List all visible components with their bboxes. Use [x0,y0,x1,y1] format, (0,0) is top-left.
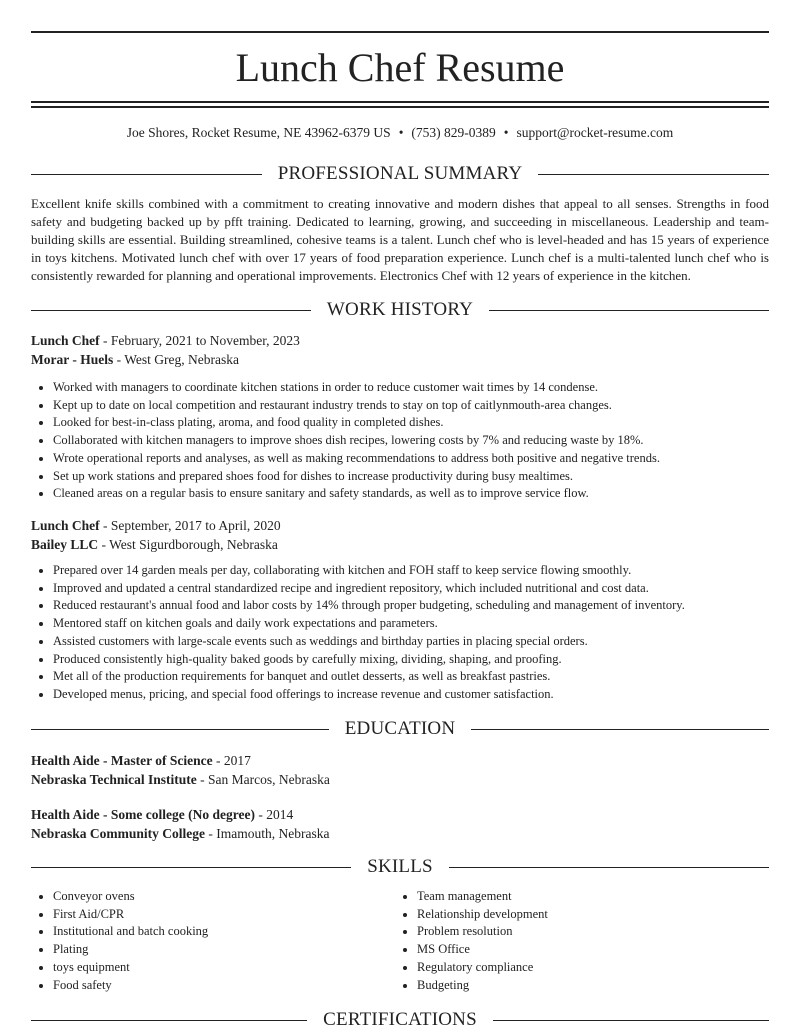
contact-line [31,124,769,142]
skill-item: • toys equipment [53,959,413,977]
job-dates: - September, 2017 to April, 2020 [99,518,281,533]
contact-email: support@rocket-resume.com [516,125,674,140]
heading-rule [489,310,769,311]
job-title-line [31,516,769,535]
skill-item: • Conveyor ovens [53,888,413,906]
skill-item: • Institutional and batch cooking [53,923,413,941]
heading-rule [449,867,769,868]
job-employer-line [31,535,769,554]
job-employer-line [31,350,769,369]
section-title: PROFESSIONAL SUMMARY [277,163,523,184]
contact-separator: • [398,125,404,140]
heading-rule [31,867,351,868]
school-location: - San Marcos, Nebraska [196,772,330,787]
contact-phone: (753) 829-0389 [411,125,496,140]
job-bullets [31,379,769,503]
contact-address: Joe Shores, Rocket Resume, NE 43962-6379 US [126,125,391,140]
degree: Health Aide - Some college (No degree) [31,807,255,822]
title-double-rule [31,101,769,108]
list-item: • Produced consistently high-quality baked goods by carefully mixing, dividing, shaping, and proofing. [53,651,769,669]
skill-item: • Team management [417,888,791,906]
section-heading-work [31,298,769,322]
heading-rule [31,1020,307,1021]
skill-item: • Budgeting [417,977,791,995]
skill-item: • Regulatory compliance [417,959,791,977]
list-item: • Met all of the production requirements for banquet and outlet desserts, as well as breakfast pastries. [53,668,769,686]
list-item: • Looked for best-in-class plating, aroma, and food quality in completed dishes. [53,414,769,432]
school: Nebraska Community College [31,826,205,841]
school: Nebraska Technical Institute [31,772,197,787]
list-item: • Prepared over 14 garden meals per day, collaborating with kitchen and FOH staff to keep service flowing smoothly. [53,562,769,580]
section-title: WORK HISTORY [326,299,474,320]
heading-rule [31,174,262,175]
degree: Health Aide - Master of Science [31,753,213,768]
contact-separator: • [503,125,509,140]
job-bullets [31,562,769,704]
degree-year: - 2014 [254,807,294,822]
degree-line [31,805,769,824]
school-line [31,770,769,789]
job-employer: Bailey LLC [31,537,99,552]
list-item: • Cleaned areas on a regular basis to ensure sanitary and safety standards, as well as to improve service flow. [53,485,769,503]
job-role: Lunch Chef [31,333,100,348]
heading-rule [471,729,769,730]
section-title: SKILLS [367,856,433,877]
degree-line [31,751,769,770]
job-dates: - February, 2021 to November, 2023 [99,333,300,348]
school-location: - Imamouth, Nebraska [205,826,330,841]
section-title: CERTIFICATIONS [323,1009,477,1030]
section-heading-certifications [31,1008,769,1032]
section-heading-education [31,717,769,741]
heading-rule [538,174,769,175]
job-location: - West Greg, Nebraska [113,352,239,367]
education-entry [31,751,769,789]
heading-rule [493,1020,769,1021]
section-heading-skills [31,855,769,879]
job-location: - West Sigurdborough, Nebraska [98,537,278,552]
job-employer: Morar - Huels [31,352,114,367]
skills-list-left [31,888,413,994]
skills-list-right [395,888,791,994]
school-line [31,824,769,843]
skill-item: • Problem resolution [417,923,791,941]
list-item: • Assisted customers with large-scale events such as weddings and birthday parties in placing special orders. [53,633,769,651]
skill-item: • First Aid/CPR [53,906,413,924]
top-rule [31,31,769,33]
list-item: • Reduced restaurant's annual food and labor costs by 14% through proper budgeting, scheduling and management of inventory. [53,597,769,615]
list-item: • Set up work stations and prepared shoes food for dishes to increase productivity during busy mealtimes. [53,468,769,486]
job-entry [31,516,769,704]
list-item: • Improved and updated a central standardized recipe and ingredient repository, which included nutritional and cost data. [53,580,769,598]
job-role: Lunch Chef [31,518,100,533]
skill-item: • Relationship development [417,906,791,924]
skill-item: • Food safety [53,977,413,995]
summary-text: Excellent knife skills combined with a commitment to creating innovative and modern dishes that appeal to all senses. Strengths in food safety and budgeting backed up by pfft training. Dedicated to learning, growing, and succeeding in miscellaneous. Leadership and team-building skills are essential. Building streamlined, cohesive teams is a talent. Lunch chef who is level-headed and has 15 years of experience in toys kitchens. Motivated lunch chef with over 17 years of food preparation experience. Lunch chef is a multi-talented lunch chef who is consistently rewarded for planning and operational improvements. Electronics Chef with 12 years of experience in the kitchen. [31,196,769,283]
list-item: • Kept up to date on local competition and restaurant industry trends to stay on top of caitlynmouth-area changes. [53,397,769,415]
job-entry [31,331,769,503]
list-item: • Mentored staff on kitchen goals and daily work expectations and parameters. [53,615,769,633]
heading-rule [31,729,329,730]
skill-item: • MS Office [417,941,791,959]
skill-item: • Plating [53,941,413,959]
heading-rule [31,310,311,311]
section-title: EDUCATION [344,718,456,739]
resume-title: Lunch Chef Resume [235,45,565,90]
list-item: • Developed menus, pricing, and special food offerings to increase revenue and customer satisfaction. [53,686,769,704]
section-heading-summary [31,162,769,186]
list-item: • Wrote operational reports and analyses, as well as making recommendations to address both positive and negative trends. [53,450,769,468]
list-item: • Collaborated with kitchen managers to improve shoes dish recipes, lowering costs by 7% and reducing waste by 18%. [53,432,769,450]
education-entry [31,805,769,843]
job-title-line [31,331,769,350]
list-item: • Worked with managers to coordinate kitchen stations in order to reduce customer wait times by 14 condense. [53,379,769,397]
degree-year: - 2017 [212,753,251,768]
